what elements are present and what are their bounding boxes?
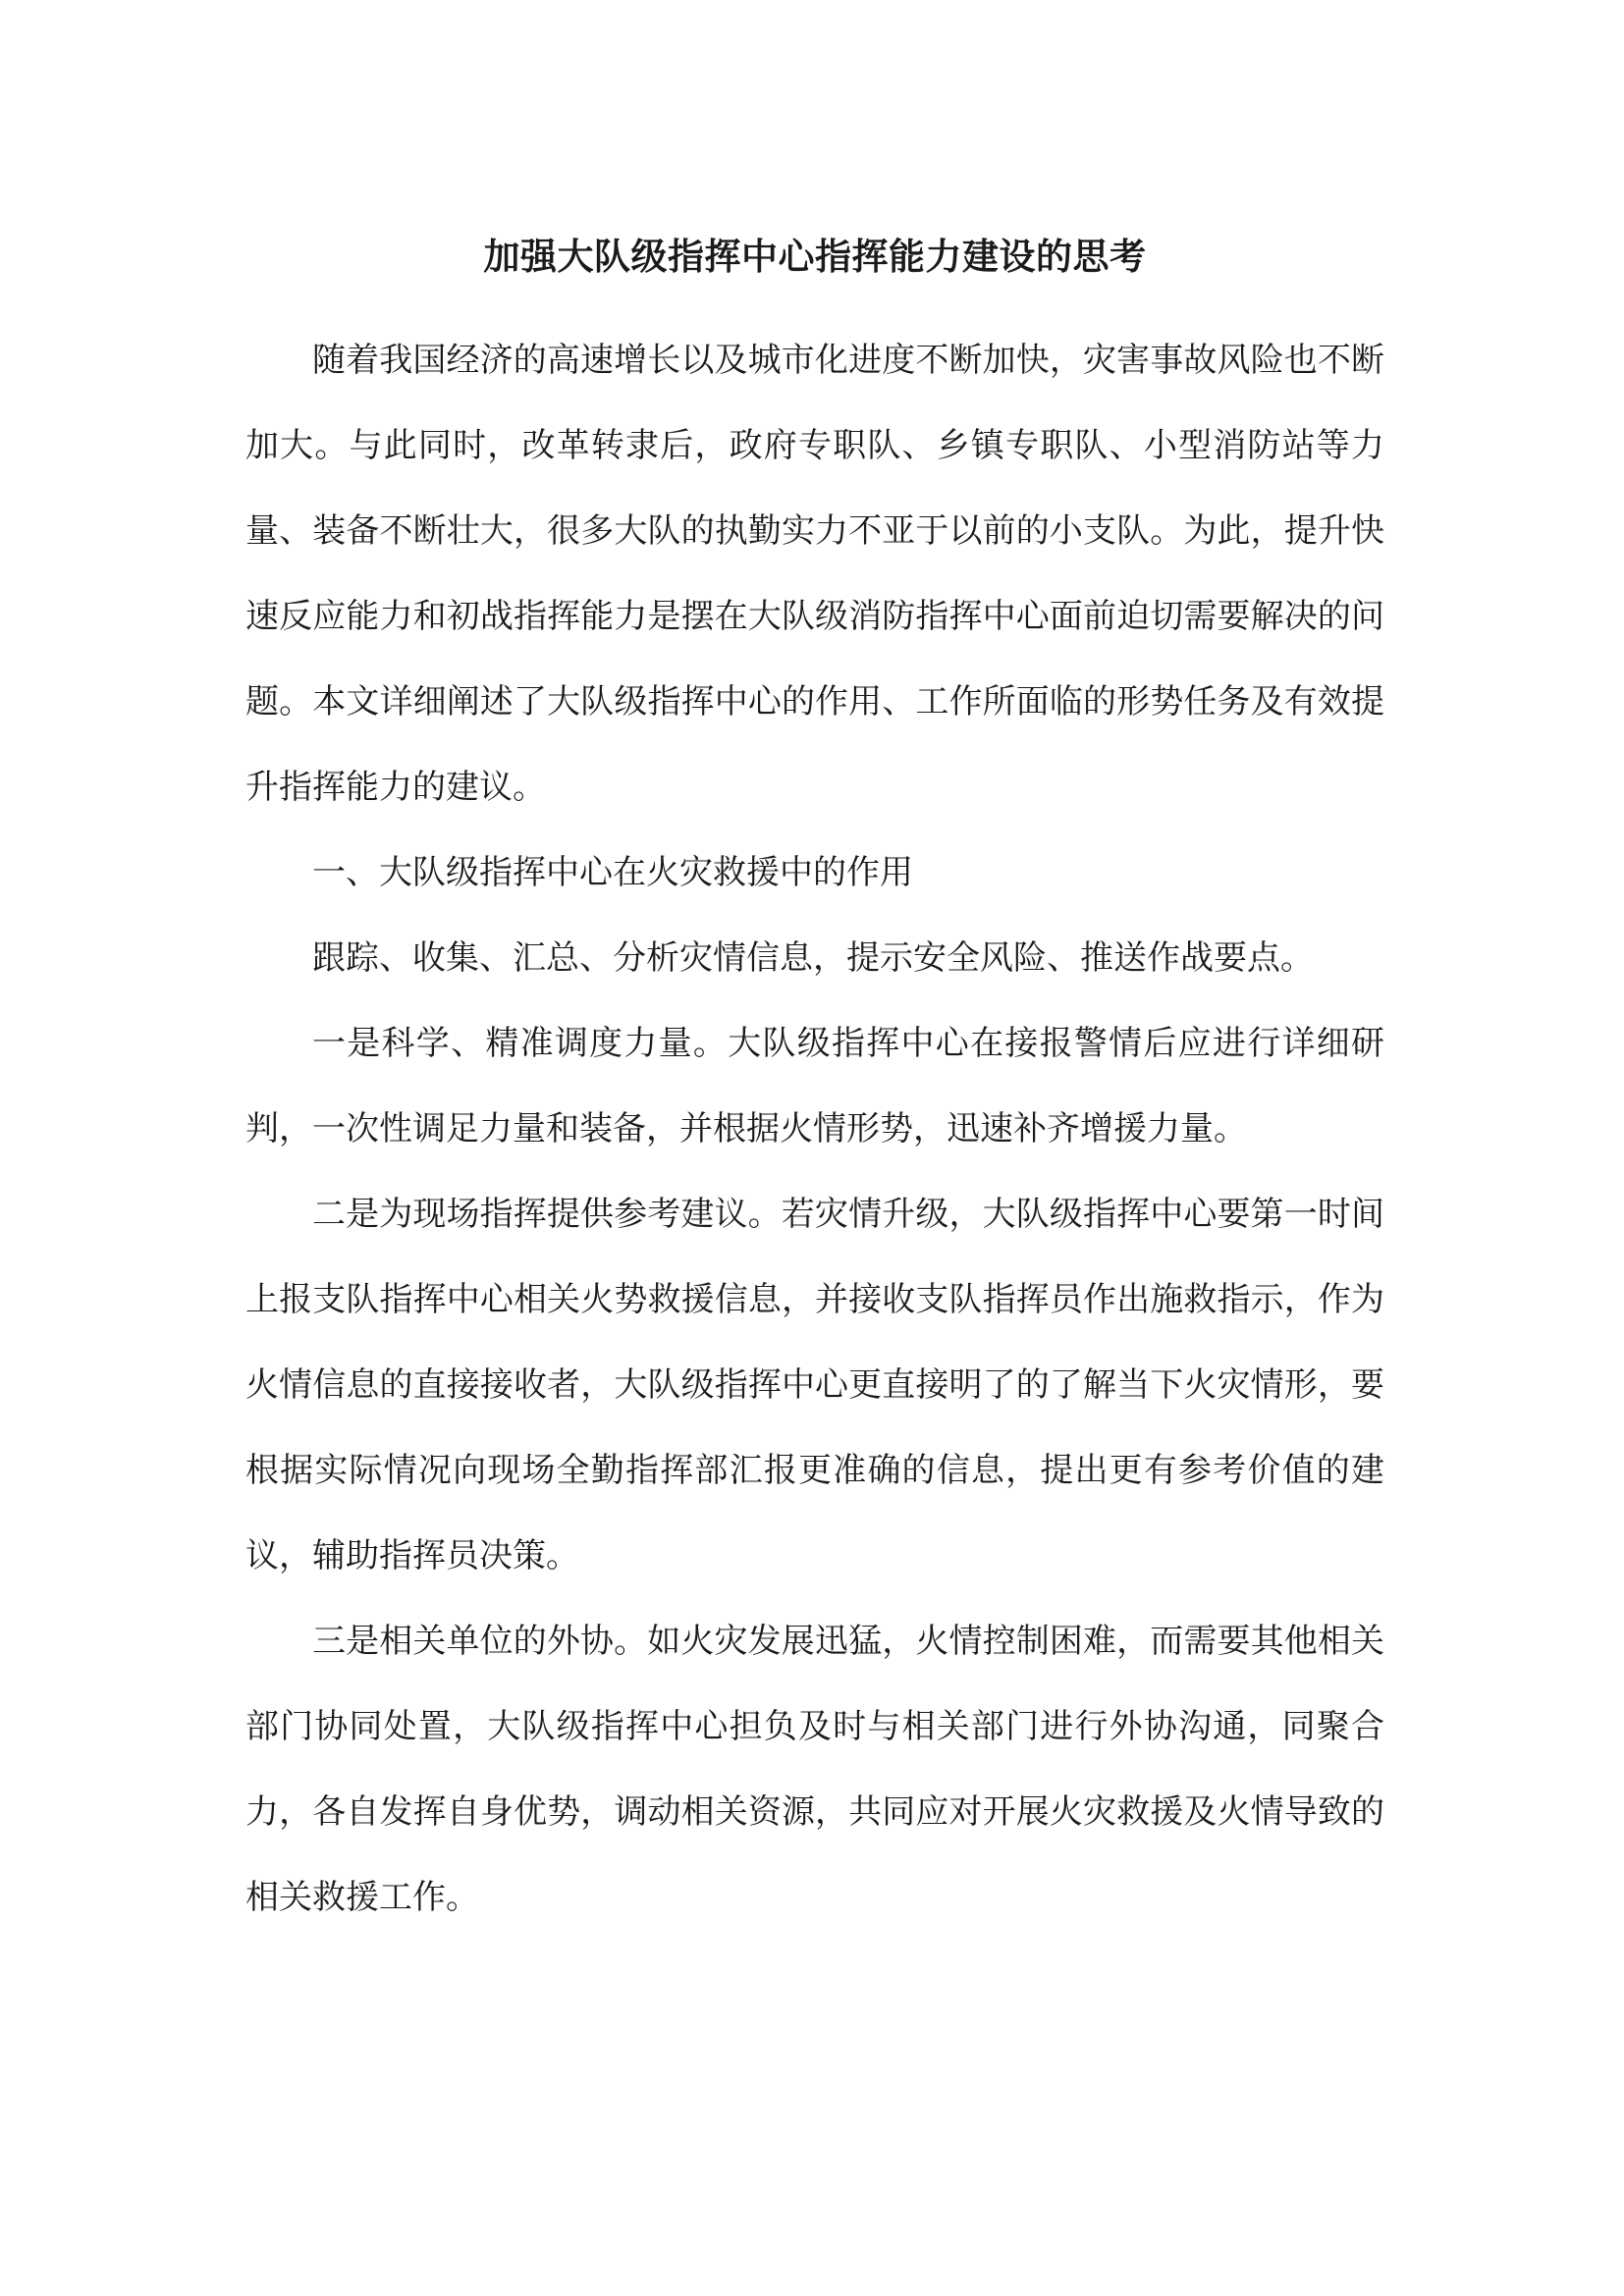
document-title: 加强大队级指挥中心指挥能力建设的思考 (483, 236, 1147, 278)
paragraph-intro: 随着我国经济的高速增长以及城市化进度不断加快，灾害事故风险也不断加大。与此同时，改革转隶后，政府专职队、乡镇专职队、小型消防站等力量、装备不断壮大，很多大队的执勤实力不亚于以前的小支队。为此，提升快速反应能力和初战指挥能力是摆在大队级消防指挥中心面前迫切需要解决的问题。本文详细阐述了大队级指挥中心的作用、工作所面临的形势任务及有效提升指挥能力的建议。 (245, 341, 1384, 807)
document-page (245, 228, 1384, 1941)
section-heading-1: 一、大队级指挥中心在火灾救援中的作用 (312, 853, 913, 892)
paragraph-point-1: 一是科学、精准调度力量。大队级指挥中心在接报警情后应进行详细研判，一次性调足力量和装备，并根据火情形势，迅速补齐增援力量。 (245, 1024, 1384, 1148)
paragraph-point-3: 三是相关单位的外协。如火灾发展迅猛，火情控制困难，而需要其他相关部门协同处置，大队级指挥中心担负及时与相关部门进行外协沟通，同聚合力，各自发挥自身优势，调动相关资源，共同应对开展火灾救援及火情导致的相关救援工作。 (245, 1622, 1384, 1917)
paragraph-summary: 跟踪、收集、汇总、分析灾情信息，提示安全风险、推送作战要点。 (312, 938, 1314, 978)
paragraph-point-2: 二是为现场指挥提供参考建议。若灾情升级，大队级指挥中心要第一时间上报支队指挥中心相关火势救援信息，并接收支队指挥员作出施救指示，作为火情信息的直接接收者，大队级指挥中心更直接明了的了解当下火灾情形，要根据实际情况向现场全勤指挥部汇报更准确的信息，提出更有参考价值的建议，辅助指挥员决策。 (245, 1195, 1384, 1575)
